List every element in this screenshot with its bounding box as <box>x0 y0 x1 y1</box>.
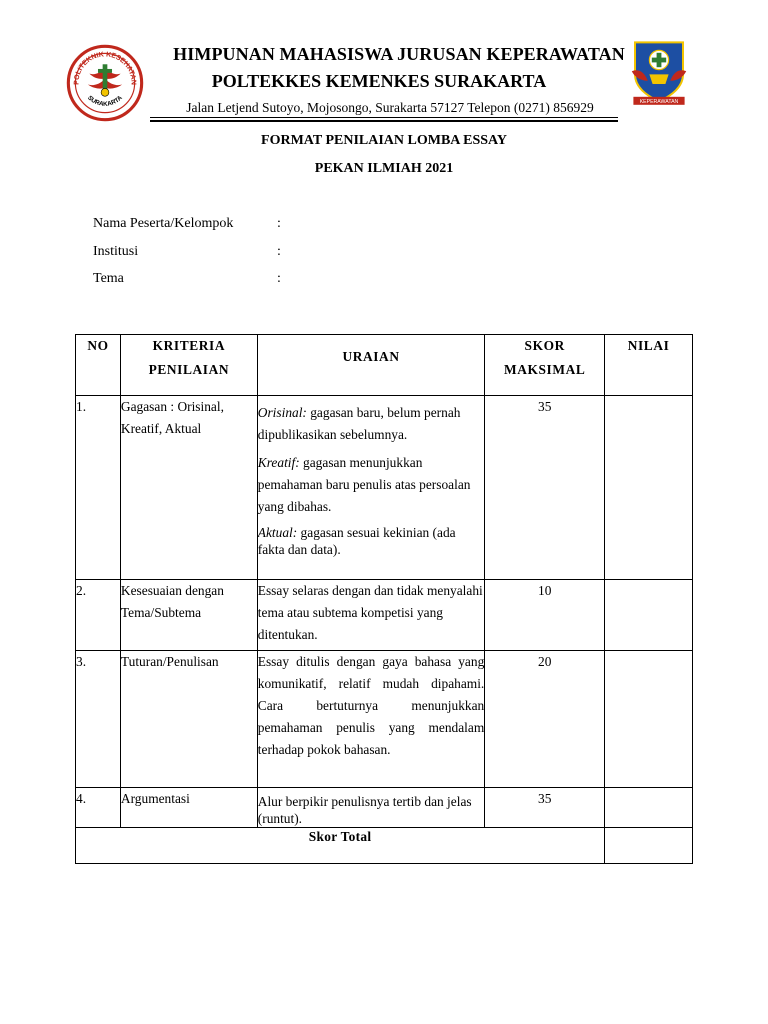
term-kreatif: Kreatif: <box>257 455 300 470</box>
field-label-institusi: Institusi <box>93 244 139 259</box>
org-name-line1: HIMPUNAN MAHASISWA JURUSAN KEPERAWATAN <box>173 44 625 64</box>
row-criteria: Gagasan : Orisinal, Kreatif, Aktual <box>120 396 257 580</box>
field-colon-tema: : <box>277 271 281 286</box>
row-score-input[interactable] <box>605 396 693 580</box>
row-max-score: 20 <box>485 651 605 788</box>
term-orisinal: Orisinal: <box>257 405 307 420</box>
header-nilai: NILAI <box>605 335 693 396</box>
table-row <box>76 580 693 651</box>
field-label-nama: Nama Peserta/Kelompok <box>93 216 234 231</box>
row-number: 3. <box>76 651 121 788</box>
org-address: Jalan Letjend Sutoyo, Mojosongo, Surakarta 57127 Telepon (0271) 856929 <box>186 100 594 115</box>
header-rule-thick <box>150 120 618 122</box>
row-score-input[interactable] <box>605 651 693 788</box>
row-description: Orisinal: gagasan baru, belum pernah dipublikasikan sebelumnya. Kreatif: gagasan menunjukkan pemahaman baru penulis atas persoalan yang dibahas. Aktual: gagasan sesuai kekinian (ada fakta dan data). <box>257 396 484 580</box>
svg-text:SURAKARTA: SURAKARTA <box>86 94 124 108</box>
row-criteria: Argumentasi <box>120 788 257 828</box>
row-criteria: Tuturan/Penulisan <box>120 651 257 788</box>
form-title: FORMAT PENILAIAN LOMBA ESSAY <box>261 133 507 148</box>
row-criteria: Kesesuaian dengan Tema/Subtema <box>120 580 257 651</box>
assessment-table <box>75 334 693 864</box>
total-row <box>76 828 693 864</box>
row-description: Essay ditulis dengan gaya bahasa yang komunikatif, relatif mudah dipahami. Cara bertuturnya menunjukkan pemahaman penulis yang mendalam terhadap pokok bahasan. <box>257 651 484 788</box>
row-number: 1. <box>76 396 121 580</box>
term-aktual: Aktual: <box>257 525 298 540</box>
field-colon-institusi: : <box>277 244 281 259</box>
row-number: 4. <box>76 788 121 828</box>
header-kriteria: KRITERIA PENILAIAN <box>120 335 257 396</box>
row-number: 2. <box>76 580 121 651</box>
table-header-row <box>76 335 693 396</box>
total-label: Skor Total <box>76 828 605 864</box>
header-uraian: URAIAN <box>257 335 484 396</box>
table-row <box>76 651 693 788</box>
row-max-score: 35 <box>485 396 605 580</box>
table-row <box>76 396 693 580</box>
row-description: Alur berpikir penulisnya tertib dan jelas (runtut). <box>257 788 484 828</box>
header-rule-thin <box>150 117 618 118</box>
total-score-input[interactable] <box>605 828 693 864</box>
row-description: Essay selaras dengan dan tidak menyalahi tema atau subtema kompetisi yang ditentukan. <box>257 580 484 651</box>
org-name-line2: POLTEKKES KEMENKES SURAKARTA <box>211 71 547 91</box>
field-colon-nama: : <box>277 216 281 231</box>
row-score-input[interactable] <box>605 580 693 651</box>
svg-text:POLITEKNIK KESEHATAN: POLITEKNIK KESEHATAN <box>73 51 137 85</box>
header-skor: SKOR MAKSIMAL <box>485 335 605 396</box>
row-score-input[interactable] <box>605 788 693 828</box>
svg-text:KEPERAWATAN: KEPERAWATAN <box>639 99 679 106</box>
table-row <box>76 788 693 828</box>
row-max-score: 10 <box>485 580 605 651</box>
field-label-tema: Tema <box>93 271 124 286</box>
header-no: NO <box>76 335 121 396</box>
form-subtitle: PEKAN ILMIAH 2021 <box>314 161 454 176</box>
row-max-score: 35 <box>485 788 605 828</box>
